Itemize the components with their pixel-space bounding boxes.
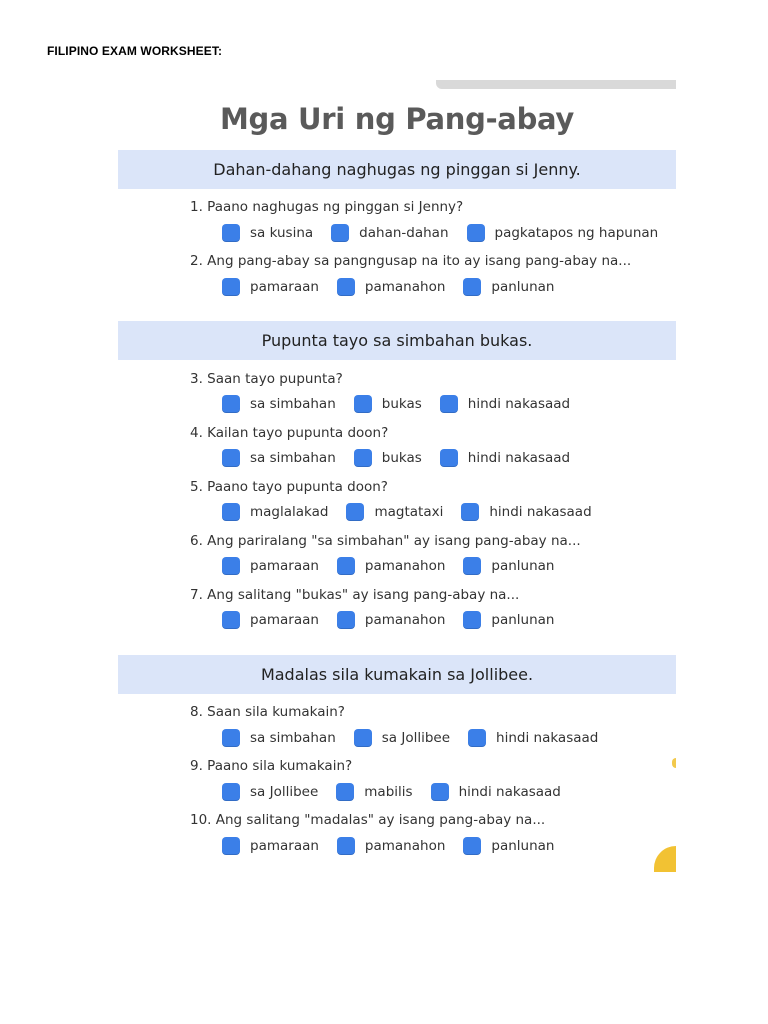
question-text: 7. Ang salitang "bukas" ay isang pang-abay na... (190, 587, 520, 603)
worksheet-image (118, 80, 676, 872)
answer-option[interactable] (354, 449, 422, 467)
checkbox-icon[interactable] (222, 783, 240, 801)
option-label: panlunan (491, 279, 555, 295)
answer-option[interactable] (337, 611, 445, 629)
answer-options (222, 448, 588, 468)
option-label: pamaraan (250, 612, 319, 628)
checkbox-icon[interactable] (463, 278, 481, 296)
answer-option[interactable] (222, 611, 319, 629)
checkbox-icon[interactable] (337, 837, 355, 855)
answer-option[interactable] (337, 278, 445, 296)
checkbox-icon[interactable] (331, 224, 349, 242)
section-sentence-banner: Dahan-dahang naghugas ng pinggan si Jenny. (118, 150, 676, 189)
checkbox-icon[interactable] (354, 449, 372, 467)
answer-option[interactable] (463, 557, 554, 575)
checkbox-icon[interactable] (337, 611, 355, 629)
answer-options (222, 610, 572, 630)
option-label: pamanahon (364, 612, 446, 628)
checkbox-icon[interactable] (337, 557, 355, 575)
yellow-dot-decoration (672, 758, 676, 768)
checkbox-icon[interactable] (337, 278, 355, 296)
question-text: 2. Ang pang-abay sa pangngusap na ito ay isang pang-abay na... (190, 253, 632, 269)
worksheet-title: Mga Uri ng Pang-abay (219, 102, 575, 136)
checkbox-icon[interactable] (463, 837, 481, 855)
answer-option[interactable] (222, 449, 336, 467)
option-label: bukas (381, 396, 422, 412)
checkbox-icon[interactable] (336, 783, 354, 801)
option-label: maglalakad (250, 504, 329, 520)
checkbox-icon[interactable] (346, 503, 364, 521)
answer-option[interactable] (354, 729, 450, 747)
section-sentence-banner: Pupunta tayo sa simbahan bukas. (118, 321, 676, 360)
answer-option[interactable] (336, 783, 412, 801)
option-label: hindi nakasaad (467, 396, 571, 412)
answer-options (222, 394, 588, 414)
option-label: sa kusina (250, 225, 314, 241)
option-label: pamaraan (250, 838, 319, 854)
top-tab-decoration (436, 80, 676, 89)
answer-option[interactable] (222, 278, 319, 296)
answer-option[interactable] (440, 395, 570, 413)
answer-option[interactable] (346, 503, 443, 521)
answer-options (222, 502, 610, 522)
option-label: panlunan (491, 838, 555, 854)
option-label: pamanahon (364, 558, 446, 574)
checkbox-icon[interactable] (440, 449, 458, 467)
question-text: 4. Kailan tayo pupunta doon? (190, 425, 389, 441)
question-text: 9. Paano sila kumakain? (190, 758, 353, 774)
answer-option[interactable] (222, 224, 313, 242)
question-text: 10. Ang salitang "madalas" ay isang pang-abay na... (190, 812, 546, 828)
answer-options (222, 556, 572, 576)
answer-options (222, 782, 579, 802)
option-label: mabilis (364, 784, 413, 800)
answer-option[interactable] (463, 611, 554, 629)
option-label: bukas (381, 450, 422, 466)
checkbox-icon[interactable] (222, 837, 240, 855)
answer-option[interactable] (222, 837, 319, 855)
option-label: dahan-dahan (359, 225, 449, 241)
answer-option[interactable] (463, 278, 554, 296)
option-label: hindi nakasaad (458, 784, 561, 800)
yellow-blob-decoration (654, 846, 676, 872)
answer-option[interactable] (331, 224, 448, 242)
answer-option[interactable] (222, 503, 328, 521)
checkbox-icon[interactable] (463, 611, 481, 629)
checkbox-icon[interactable] (431, 783, 449, 801)
section-sentence-banner: Madalas sila kumakain sa Jollibee. (118, 655, 676, 694)
option-label: panlunan (491, 612, 555, 628)
checkbox-icon[interactable] (440, 395, 458, 413)
option-label: sa simbahan (250, 450, 336, 466)
answer-option[interactable] (461, 503, 591, 521)
answer-option[interactable] (337, 557, 445, 575)
question-text: 1. Paano naghugas ng pinggan si Jenny? (190, 199, 464, 215)
answer-option[interactable] (467, 224, 659, 242)
option-label: magtataxi (374, 504, 444, 520)
question-text: 8. Saan sila kumakain? (190, 704, 345, 720)
option-label: sa Jollibee (250, 784, 319, 800)
checkbox-icon[interactable] (463, 557, 481, 575)
checkbox-icon[interactable] (222, 449, 240, 467)
checkbox-icon[interactable] (222, 611, 240, 629)
answer-option[interactable] (337, 837, 445, 855)
checkbox-icon[interactable] (222, 395, 240, 413)
option-label: pamaraan (250, 558, 319, 574)
checkbox-icon[interactable] (467, 224, 485, 242)
checkbox-icon[interactable] (222, 557, 240, 575)
answer-options (222, 728, 616, 748)
answer-option[interactable] (463, 837, 554, 855)
answer-option[interactable] (222, 783, 318, 801)
option-label: pamaraan (250, 279, 319, 295)
checkbox-icon[interactable] (468, 729, 486, 747)
checkbox-icon[interactable] (222, 503, 240, 521)
option-label: pamanahon (364, 279, 446, 295)
checkbox-icon[interactable] (222, 729, 240, 747)
option-label: hindi nakasaad (467, 450, 571, 466)
option-label: sa Jollibee (381, 730, 451, 746)
answer-option[interactable] (354, 395, 422, 413)
question-text: 5. Paano tayo pupunta doon? (190, 479, 388, 495)
option-label: pagkatapos ng hapunan (494, 225, 659, 241)
option-label: pamanahon (364, 838, 446, 854)
answer-option[interactable] (222, 557, 319, 575)
answer-options (222, 277, 572, 297)
option-label: sa simbahan (250, 396, 336, 412)
question-text: 3. Saan tayo pupunta? (190, 371, 343, 387)
checkbox-icon[interactable] (354, 395, 372, 413)
answer-option[interactable] (222, 395, 336, 413)
question-text: 6. Ang pariralang "sa simbahan" ay isang pang-abay na... (190, 533, 581, 549)
answer-option[interactable] (468, 729, 598, 747)
checkbox-icon[interactable] (461, 503, 479, 521)
option-label: panlunan (491, 558, 555, 574)
checkbox-icon[interactable] (354, 729, 372, 747)
option-label: hindi nakasaad (496, 730, 599, 746)
answer-option[interactable] (222, 729, 336, 747)
checkbox-icon[interactable] (222, 224, 240, 242)
checkbox-icon[interactable] (222, 278, 240, 296)
answer-options (222, 836, 572, 856)
answer-option[interactable] (431, 783, 561, 801)
option-label: sa simbahan (250, 730, 336, 746)
answer-options (222, 223, 676, 243)
answer-option[interactable] (440, 449, 570, 467)
option-label: hindi nakasaad (489, 504, 592, 520)
document-title: FILIPINO EXAM WORKSHEET: (47, 44, 223, 58)
